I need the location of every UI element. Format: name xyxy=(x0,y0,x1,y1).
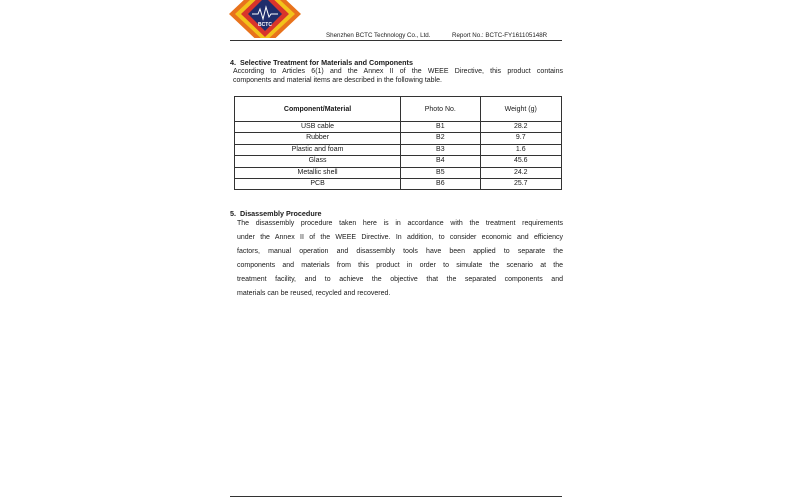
section-5-title: Disassembly Procedure xyxy=(240,209,322,218)
section-5-body-line: components and materials from this product in order to simulate the scenario at the xyxy=(237,261,563,269)
photo-no-cell: B1 xyxy=(401,122,480,133)
footer-rule xyxy=(230,496,562,497)
photo-no-cell: B3 xyxy=(401,144,480,155)
section-4-intro-line: According to Articles 6(1) and the Annex II of the WEEE Directive, this product contains xyxy=(233,68,563,75)
photo-no-cell: B4 xyxy=(401,156,480,167)
column-header-component: Component/Material xyxy=(235,97,401,122)
photo-no-cell: B6 xyxy=(401,179,480,190)
column-header-weight: Weight (g) xyxy=(480,97,561,122)
logo-text: BCTC xyxy=(258,22,272,28)
photo-no-cell: B2 xyxy=(401,133,480,144)
weight-cell: 45.6 xyxy=(480,156,561,167)
section-4-intro xyxy=(233,67,563,85)
section-4-intro-line: components and material items are described in the following table. xyxy=(233,77,442,85)
header-report-number: Report No.: BCTC-FY161105148R xyxy=(452,32,548,39)
section-5-body-line: materials can be reused, recycled and recovered. xyxy=(237,289,391,297)
section-5-body-line: under the Annex II of the WEEE Directive. In addition, to consider economic and efficiency xyxy=(237,233,563,241)
photo-no-cell: B5 xyxy=(401,167,480,178)
table-row xyxy=(235,122,562,133)
table-row xyxy=(235,156,562,167)
header-company: Shenzhen BCTC Technology Co., Ltd. xyxy=(326,32,431,39)
section-5-body-line: factors, manual operation and disassembly tools have been applied to separate the xyxy=(237,247,563,255)
table-row xyxy=(235,133,562,144)
weight-cell: 25.7 xyxy=(480,179,561,190)
section-5-body xyxy=(237,217,563,300)
component-cell: Metallic shell xyxy=(235,167,401,178)
weight-cell: 1.6 xyxy=(480,144,561,155)
materials-table xyxy=(234,96,562,190)
weight-cell: 28.2 xyxy=(480,122,561,133)
section-5-body-line: The disassembly procedure taken here is in accordance with the treatment requirements xyxy=(237,220,563,227)
weight-cell: 9.7 xyxy=(480,133,561,144)
weight-cell: 24.2 xyxy=(480,167,561,178)
column-header-photo-no: Photo No. xyxy=(401,97,480,122)
table-row xyxy=(235,144,562,155)
header-rule xyxy=(230,40,562,41)
section-4-number: 4. xyxy=(230,58,236,67)
section-5-body-line: treatment facility, and to achieve the objective that the separated components and xyxy=(237,275,563,283)
component-cell: USB cable xyxy=(235,122,401,133)
component-cell: Glass xyxy=(235,156,401,167)
component-cell: Plastic and foam xyxy=(235,144,401,155)
table-header-row xyxy=(235,97,562,122)
section-4-heading xyxy=(230,58,413,67)
section-4-title: Selective Treatment for Materials and Components xyxy=(240,58,413,67)
bctc-logo xyxy=(229,0,301,38)
component-cell: PCB xyxy=(235,179,401,190)
table-row xyxy=(235,167,562,178)
table-row xyxy=(235,179,562,190)
component-cell: Rubber xyxy=(235,133,401,144)
section-5-number: 5. xyxy=(230,209,236,218)
